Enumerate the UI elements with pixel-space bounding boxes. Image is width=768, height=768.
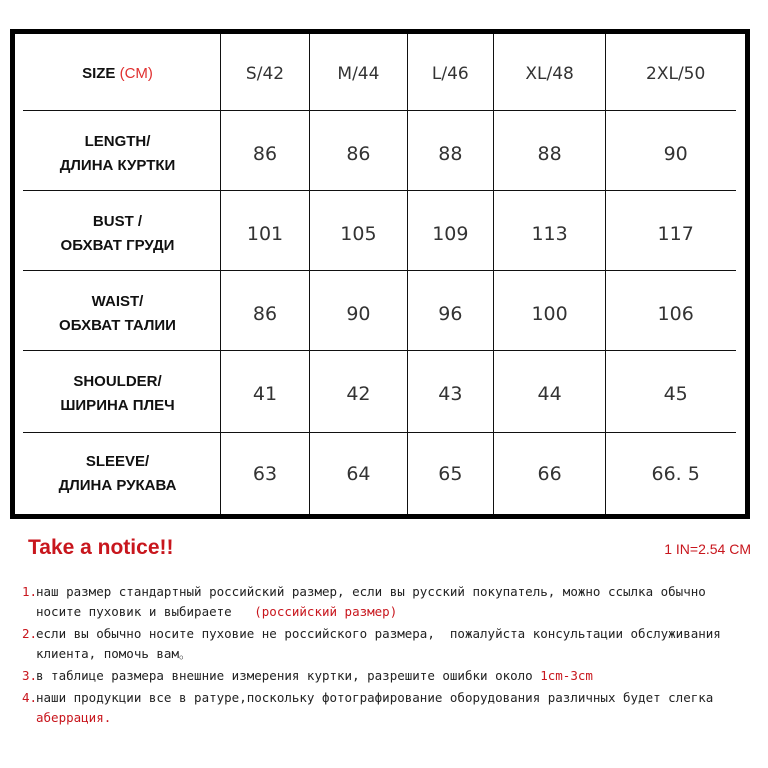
measurement-cell: 43 <box>407 354 493 434</box>
measurement-cell: 117 <box>606 194 748 274</box>
measurement-cell: 86 <box>221 274 310 354</box>
row-divider <box>23 270 736 271</box>
size-column-header: 2XL/50 <box>606 32 748 115</box>
row-label-sleeve <box>13 434 221 517</box>
measurement-cell: 101 <box>221 194 310 274</box>
measurement-cell: 86 <box>310 114 408 194</box>
measurement-cell: 88 <box>493 114 605 194</box>
row-label-bust <box>13 194 221 274</box>
row-label-en: WAIST/ <box>91 293 144 310</box>
measurement-cell: 66. 5 <box>606 434 748 517</box>
note-text: в таблице размера внешние измерения куртки, разрешите ошибки около <box>36 668 541 683</box>
list-item <box>22 688 757 728</box>
table-row <box>13 354 748 434</box>
row-divider <box>23 432 736 433</box>
measurement-cell: 64 <box>310 434 408 517</box>
size-column-header: S/42 <box>221 32 310 115</box>
row-label-ru: ОБХВАТ ТАЛИИ <box>59 317 176 334</box>
note-highlight: 1cm-3cm <box>540 668 593 683</box>
note-text: если вы обычно носите пуховие не российского размера, пожалуйста консультации обслуживания клиента, помочь вам。 <box>36 626 729 661</box>
measurement-cell: 45 <box>606 354 748 434</box>
row-divider <box>23 110 736 111</box>
row-divider <box>23 350 736 351</box>
table-row <box>13 194 748 274</box>
row-label-ru: ОБХВАТ ГРУДИ <box>60 237 175 254</box>
measurement-cell: 105 <box>310 194 408 274</box>
measurement-cell: 65 <box>407 434 493 517</box>
notice-title: Take a notice!! <box>28 536 174 559</box>
size-header-cell <box>13 32 221 115</box>
size-label: SIZE (CM) <box>82 65 153 82</box>
table-row <box>13 434 748 517</box>
measurement-cell: 106 <box>606 274 748 354</box>
size-column-header: XL/48 <box>493 32 605 115</box>
measurement-cell: 42 <box>310 354 408 434</box>
row-label-ru: ДЛИНА КУРТКИ <box>59 157 176 174</box>
row-label-length <box>13 114 221 194</box>
row-label-waist <box>13 274 221 354</box>
row-label-shoulder <box>13 354 221 434</box>
table-row <box>13 114 748 194</box>
note-number: 3. <box>22 668 38 683</box>
note-number: 1. <box>22 584 38 599</box>
row-label-ru: ДЛИНА РУКАВА <box>58 477 177 494</box>
row-label-en: SHOULDER/ <box>73 373 162 390</box>
measurement-cell: 86 <box>221 114 310 194</box>
row-label-en: BUST / <box>92 213 143 230</box>
note-number: 2. <box>22 626 38 641</box>
measurement-cell: 96 <box>407 274 493 354</box>
measurement-cell: 66 <box>493 434 605 517</box>
note-text: наши продукции все в ратуре,поскольку фотографирование оборудования различных будет слегка <box>36 690 721 705</box>
measurement-cell: 90 <box>606 114 748 194</box>
measurement-cell: 44 <box>493 354 605 434</box>
size-header-row <box>13 32 748 115</box>
note-text: наш размер стандартный российский размер, если вы русский покупатель, можно ссылка обычно носите пуховик и выбираете <box>36 584 714 619</box>
list-item <box>22 582 757 622</box>
row-divider <box>23 190 736 191</box>
size-column-header: L/46 <box>407 32 493 115</box>
notice-list <box>22 582 757 730</box>
table-row <box>13 274 748 354</box>
note-number: 4. <box>22 690 38 705</box>
size-column-header: M/44 <box>310 32 408 115</box>
measurement-cell: 63 <box>221 434 310 517</box>
size-chart-table <box>10 29 750 519</box>
measurement-cell: 41 <box>221 354 310 434</box>
measurement-cell: 113 <box>493 194 605 274</box>
measurement-cell: 90 <box>310 274 408 354</box>
list-item <box>22 624 757 664</box>
size-unit: (CM) <box>119 65 153 82</box>
row-label-en: SLEEVE/ <box>85 453 150 470</box>
unit-conversion: 1 IN=2.54 CM <box>664 541 751 557</box>
row-label-en: LENGTH/ <box>84 133 151 150</box>
note-highlight: аберрация. <box>36 710 112 725</box>
measurement-cell: 88 <box>407 114 493 194</box>
measurement-cell: 109 <box>407 194 493 274</box>
row-label-ru: ШИРИНА ПЛЕЧ <box>60 397 175 414</box>
note-highlight: (российский размер) <box>254 604 398 619</box>
list-item <box>22 666 757 686</box>
measurement-cell: 100 <box>493 274 605 354</box>
